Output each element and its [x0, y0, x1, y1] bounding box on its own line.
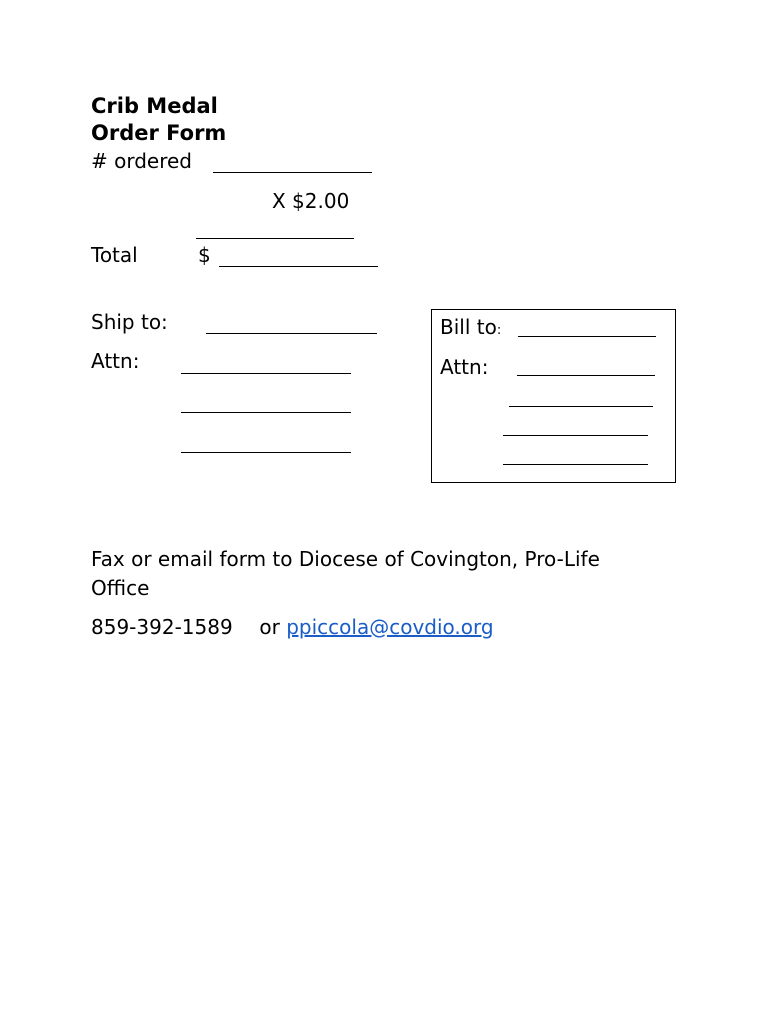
ship-to-blank[interactable] — [206, 333, 377, 334]
ordered-label: # ordered — [91, 149, 193, 173]
bill-address-blank-1[interactable] — [509, 406, 653, 407]
ship-attn-blank[interactable] — [181, 373, 351, 374]
ordered-blank[interactable] — [213, 172, 372, 173]
ship-address-blank-2[interactable] — [181, 452, 351, 453]
bill-address-blank-2[interactable] — [503, 435, 648, 436]
ship-address-blank-1[interactable] — [181, 412, 351, 413]
bill-to-blank[interactable] — [518, 336, 656, 337]
bill-attn-blank[interactable] — [517, 375, 655, 376]
or-text: or — [259, 615, 280, 639]
email-link[interactable]: ppiccola@covdio.org — [286, 615, 494, 639]
fax-instruction-line2: Office — [91, 576, 150, 600]
ship-attn-label: Attn: — [91, 349, 140, 373]
form-title-line2: Order Form — [91, 121, 227, 145]
subtotal-blank[interactable] — [196, 238, 354, 239]
bill-to-label — [440, 317, 501, 337]
total-blank[interactable] — [219, 266, 378, 267]
price-label: X $2.00 — [272, 189, 350, 213]
ship-to-label: Ship to: — [91, 310, 168, 334]
total-label: Total — [91, 243, 138, 267]
bill-to-text: Bill to — [440, 315, 497, 339]
bill-attn-label: Attn: — [440, 355, 489, 379]
phone-number: 859-392-1589 — [91, 615, 233, 639]
bill-to-colon: : — [496, 323, 502, 338]
bill-address-blank-3[interactable] — [503, 464, 648, 465]
form-title-line1: Crib Medal — [91, 94, 218, 118]
contact-line — [91, 617, 494, 637]
fax-instruction: Fax or email form to Diocese of Covington, Pro-Life — [91, 547, 600, 571]
dollar-sign: $ — [198, 243, 211, 267]
